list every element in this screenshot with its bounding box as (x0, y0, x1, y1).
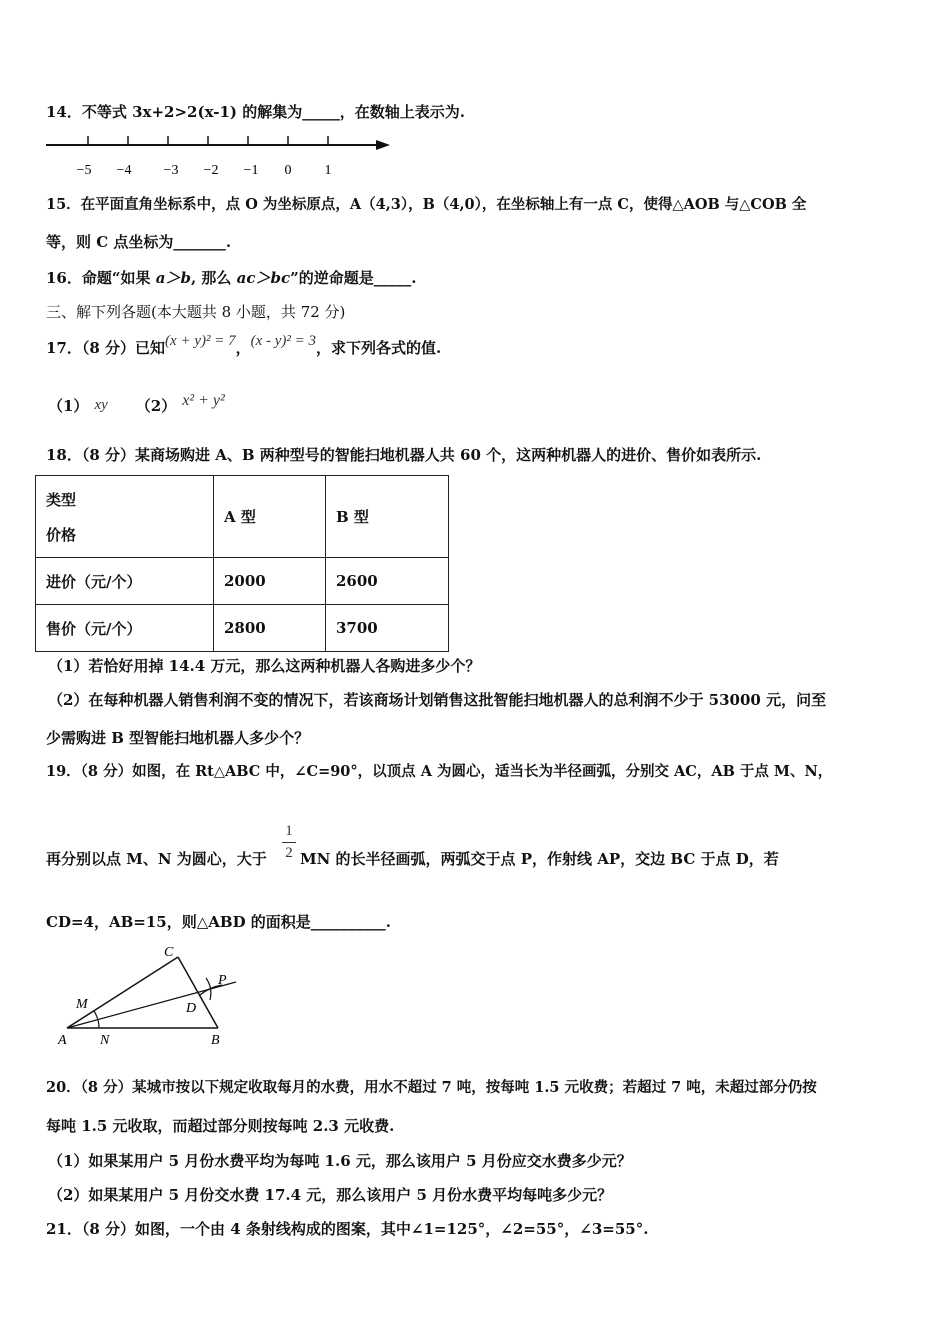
q15-line2: 等，则 C 点坐标为_______. (46, 233, 232, 251)
q18-part2-line2: 少需购进 B 型智能扫地机器人多少个？ (46, 729, 310, 747)
q16-acbc: ac＞bc (236, 269, 291, 287)
frac-bar (282, 842, 296, 843)
q18-part1: （1）若恰好用掉 14.4 万元，那么这两种机器人各购进多少个？ (48, 657, 481, 675)
label-a: A (58, 1033, 67, 1048)
q18-part2-line1: （2）在每种机器人销售利润不变的情况下，若该商场计划销售这批智能扫地机器人的总利润不少于 53000 元，问至 (48, 691, 827, 709)
cell-b: 3700 (326, 605, 449, 652)
header-type: 类型 (46, 490, 77, 509)
q17-p2-expr: x² + y² (182, 392, 225, 409)
q18-intro: 18．（8 分）某商场购进 A、B 两种型号的智能扫地机器人共 60 个，这两种机器人的进价、售价如表所示. (46, 446, 762, 464)
number-line (40, 128, 400, 180)
label-n: N (100, 1033, 110, 1048)
frac-den: 2 (285, 845, 293, 861)
side-ac (67, 957, 178, 1028)
q20-part2: （2）如果某用户 5 月份交水费 17.4 元，那么该用户 5 月份水费平均每吨多少元？ (48, 1186, 613, 1204)
q16-text (46, 268, 416, 288)
table-header-row (36, 476, 449, 558)
q14-text: 14．不等式 3x+2>2(x-1) 的解集为_____，在数轴上表示为. (46, 103, 465, 121)
q17-p2-label: （2） (135, 397, 177, 415)
axis-label-0: 0 (284, 163, 292, 178)
row-label: 售价（元/个） (36, 605, 214, 652)
axis-label-m2: −2 (203, 163, 219, 178)
q17-comma: ， (235, 339, 251, 357)
q19-line2-post: MN 的长半径画弧，两弧交于点 P，作射线 AP，交边 BC 于点 D，若 (300, 850, 779, 868)
label-d: D (186, 1001, 197, 1016)
q19-line1: 19．（8 分）如图，在 Rt△ABC 中，∠C=90°，以顶点 A 为圆心，适当长为半径画弧，分别交 AC，AB 于点 M、N， (46, 763, 833, 780)
axis-label-m4: −4 (116, 163, 132, 178)
q19-line3: CD=4，AB=15，则△ABD 的面积是__________. (46, 913, 392, 931)
q15-line1: 15．在平面直角坐标系中，点 O 为坐标原点，A（4,3），B（4,0），在坐标轴上有一点 C，使得△AOB 与△COB 全 (46, 196, 807, 213)
q17-expr1: (x + y)² = 7 (165, 333, 236, 349)
q19-line2-pre: 再分别以点 M、N 为圆心，大于 (46, 850, 267, 868)
q20-line2: 每吨 1.5 元收取，而超过部分则按每吨 2.3 元收费. (46, 1117, 395, 1135)
triangle-figure (50, 940, 250, 1050)
label-c: C (164, 945, 174, 960)
cell-b: 2600 (326, 558, 449, 605)
header-price: 价格 (46, 525, 77, 544)
q17-expr2: (x - y)² = 3 (250, 333, 317, 349)
q20-part1: （1）如果某用户 5 月份水费平均为每吨 1.6 元，那么该用户 5 月份应交水费多少元？ (48, 1152, 632, 1170)
axis-label-m5: −5 (76, 163, 92, 178)
cell-a: 2800 (214, 605, 326, 652)
section-3-heading: 三、解下列各题(本大题共 8 小题，共 72 分) (46, 303, 346, 321)
header-col-b: B 型 (326, 476, 449, 558)
q16-ab: a＞b (155, 269, 191, 287)
q17-parts (48, 392, 225, 417)
q16-suffix: ”的逆命题是_____. (290, 269, 417, 287)
table-row (36, 605, 449, 652)
frac-num: 1 (285, 823, 293, 839)
cell-a: 2000 (214, 558, 326, 605)
q17-prefix: 17．（8 分）已知 (46, 339, 166, 357)
q20-line1: 20．（8 分）某城市按以下规定收取每月的水费，用水不超过 7 吨，按每吨 1.5 元收费；若超过 7 吨，未超过部分仍按 (46, 1079, 817, 1096)
q21-text: 21．（8 分）如图，一个由 4 条射线构成的图案，其中∠1=125°，∠2=55°，∠3=55°. (46, 1220, 649, 1238)
table-row (36, 558, 449, 605)
price-table (35, 475, 449, 652)
q17-text (46, 333, 442, 359)
label-p: P (218, 973, 227, 988)
q17-p1-expr: xy (94, 397, 108, 413)
axis-label-m1: −1 (243, 163, 259, 178)
fraction-one-half (282, 823, 296, 862)
q16-mid: , 那么 (190, 269, 237, 287)
q17-p1-label: （1） (48, 397, 89, 415)
label-b: B (211, 1033, 220, 1048)
axis-label-m3: −3 (163, 163, 179, 178)
label-m: M (76, 997, 88, 1012)
axis-label-1: 1 (324, 163, 332, 178)
q16-prefix: 16．命题“如果 (46, 269, 156, 287)
row-label: 进价（元/个） (36, 558, 214, 605)
header-col-a: A 型 (214, 476, 326, 558)
table-header-corner (36, 476, 214, 558)
q17-suffix: ，求下列各式的值. (316, 339, 442, 357)
